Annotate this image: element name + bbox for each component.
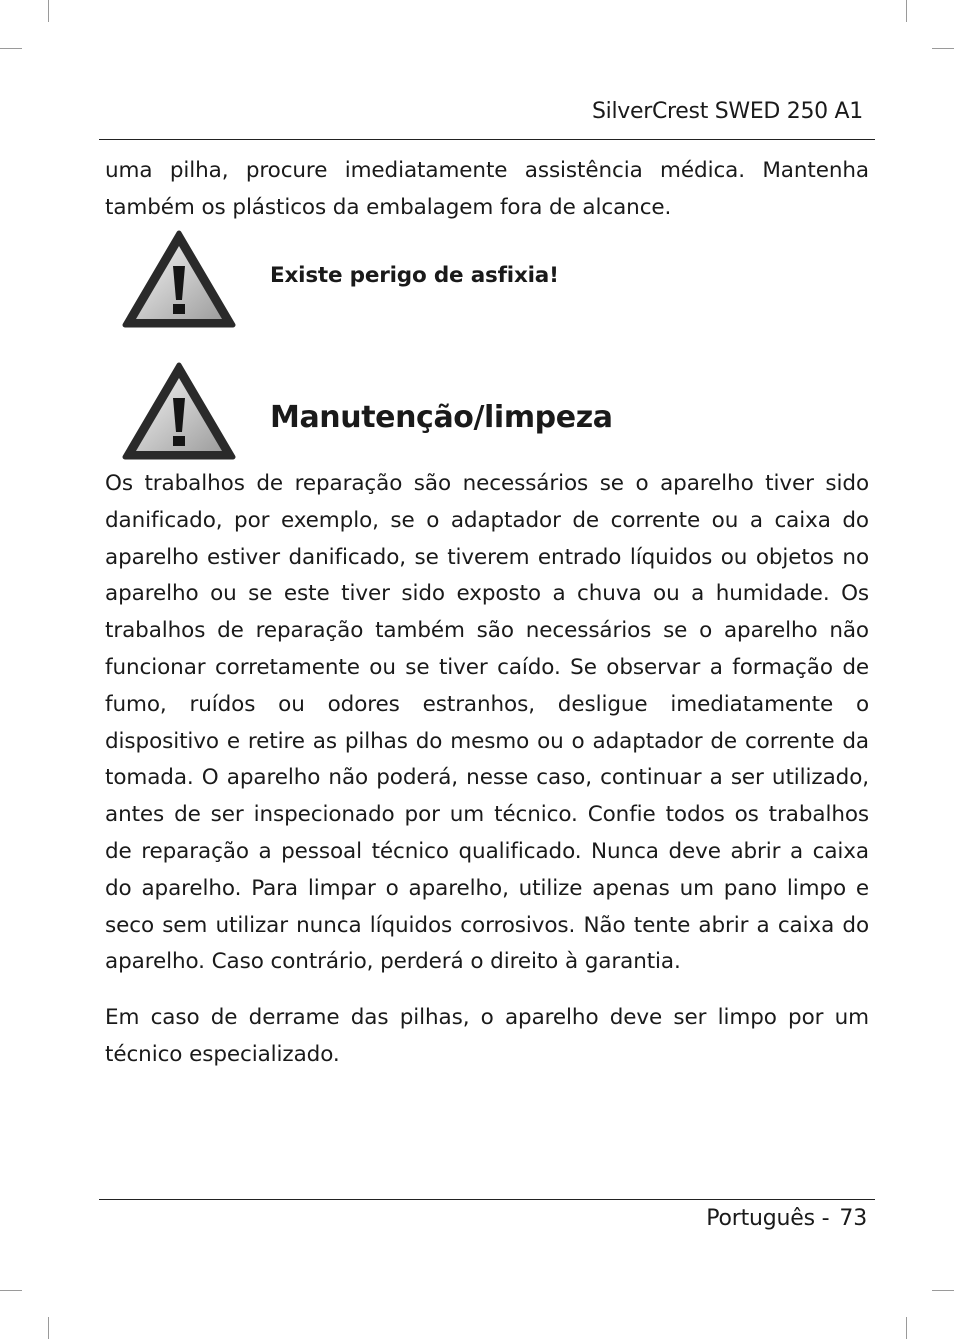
section-title: Manutenção/limpeza xyxy=(270,400,613,435)
crop-mark xyxy=(932,1290,954,1291)
crop-mark xyxy=(0,1290,22,1291)
page-footer xyxy=(706,1206,867,1231)
crop-mark xyxy=(932,48,954,49)
header-rule xyxy=(99,139,875,140)
warning-triangle-icon xyxy=(122,230,236,328)
header-title: SilverCrest SWED 250 A1 xyxy=(591,99,863,124)
crop-mark xyxy=(0,48,22,49)
page-number: 73 xyxy=(839,1206,867,1231)
body-paragraph: Os trabalhos de reparação são necessários se o aparelho tiver sido danificado, por exemplo, se o adaptador de corrente ou a caixa do aparelho estiver danificado, se tiverem entrado líquidos ou objetos no aparelho ou se este tiver sido exposto a chuva ou a humidade. Os trabalhos de reparação também são necessários se o aparelho não funcionar corretamente ou se tiver caído. Se observar a formação de fumo, ruídos ou odores estranhos, desligue imediatamente o dispositivo e retire as pilhas do mesmo ou o adaptador de corrente da tomada. O aparelho não poderá, nesse caso, continuar a ser utilizado, antes de ser inspecionado por um técnico. Confie todos os trabalhos de reparação a pessoal técnico qualificado. Nunca deve abrir a caixa do aparelho. Para limpar o aparelho, utilize apenas um pano limpo e seco sem utilizar nunca líquidos corrosivos. Não tente abrir a caixa do aparelho. Caso contrário, perderá o direito à garantia. xyxy=(105,471,869,975)
crop-mark xyxy=(906,0,907,22)
body-paragraph: Em caso de derrame das pilhas, o aparelho deve ser limpo por um técnico especializado. xyxy=(105,1005,869,1067)
crop-mark xyxy=(906,1317,907,1339)
crop-mark xyxy=(48,1317,49,1339)
crop-mark xyxy=(48,0,49,22)
warning-triangle-icon xyxy=(122,362,236,460)
intro-paragraph: uma pilha, procure imediatamente assistência médica. Mantenha também os plásticos da embalagem fora de alcance. xyxy=(105,158,869,220)
footer-language: Português - xyxy=(706,1206,830,1231)
footer-rule xyxy=(99,1199,875,1200)
warning-text: Existe perigo de asfixia! xyxy=(270,263,559,288)
